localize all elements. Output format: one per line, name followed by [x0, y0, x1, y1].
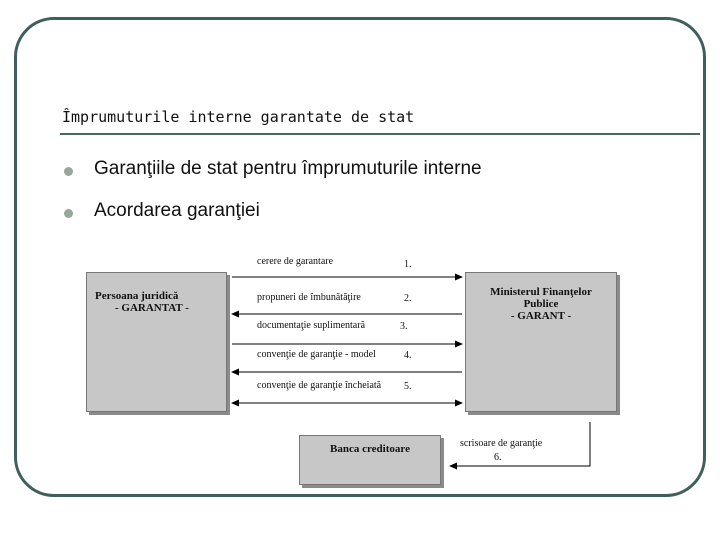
- flow-number-5: 5.: [404, 381, 412, 392]
- flow-label-5: convenţie de garanţie încheiată: [257, 380, 382, 391]
- bullet-text-1: Garanţiile de stat pentru împrumuturile interne: [94, 158, 482, 179]
- bank-label: Banca creditoare: [330, 443, 410, 455]
- flow-number-1: 1.: [404, 259, 412, 270]
- flow-label-1: cerere de garantare: [257, 256, 334, 267]
- flow-label-2: propuneri de îmbunătăţire: [257, 292, 361, 303]
- flow-label-3: documentaţie suplimentară: [257, 320, 366, 331]
- letter-label: scrisoare de garanţie: [460, 438, 543, 449]
- guarantor-label-1: Ministerul Finanţelor: [490, 286, 592, 298]
- bullet-text-2: Acordarea garanţiei: [94, 200, 260, 221]
- borrower-label-2: - GARANTAT -: [115, 302, 189, 314]
- flow-number-2: 2.: [404, 293, 412, 304]
- flow-label-4: convenţie de garanţie - model: [257, 349, 376, 360]
- guarantor-label-3: - GARANT -: [510, 310, 572, 322]
- letter-number: 6.: [494, 452, 502, 463]
- flow-number-3: 3.: [400, 321, 408, 332]
- flow-number-4: 4.: [404, 350, 412, 361]
- slide-title: Împrumuturile interne garantate de stat: [62, 108, 415, 126]
- guarantor-label-2: Publice: [523, 298, 559, 310]
- borrower-label-1: Persoana juridică: [95, 290, 179, 302]
